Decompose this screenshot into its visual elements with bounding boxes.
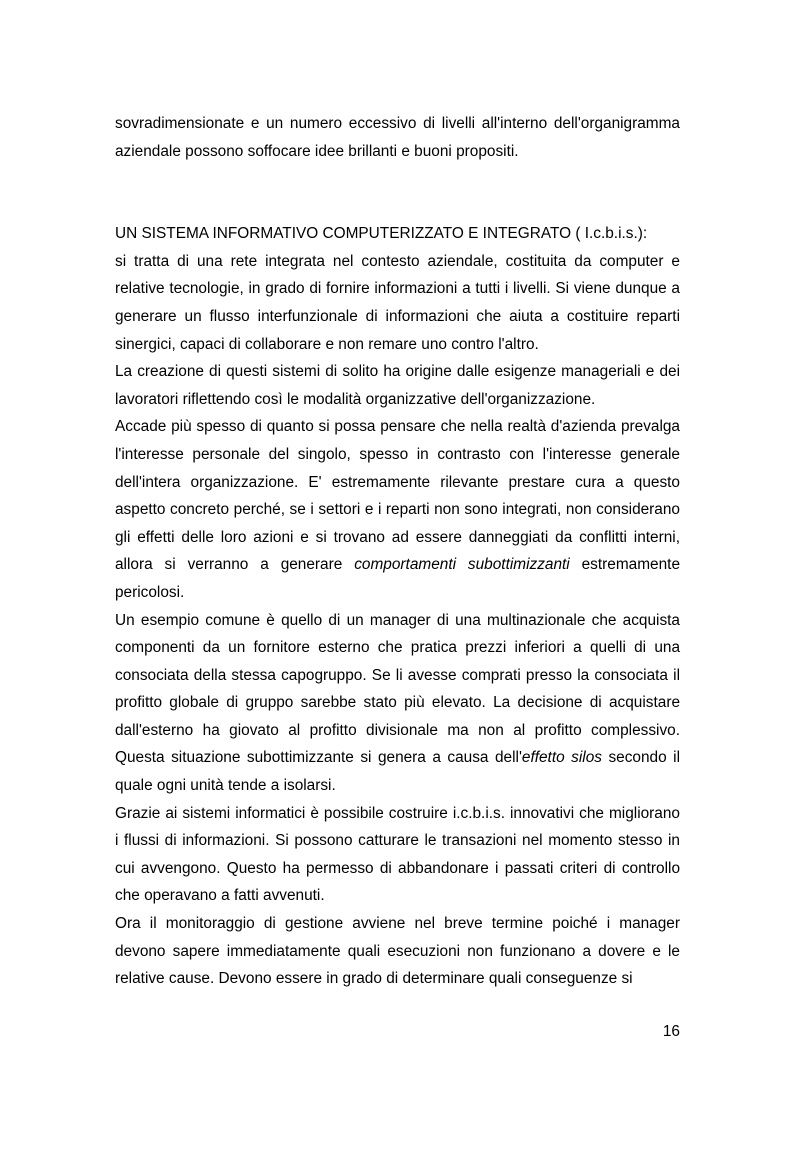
paragraph-text: Accade più spesso di quanto si possa pensare che nella realtà d'azienda prevalga l'interesse personale del singolo, spesso in contrasto con l'interesse generale dell'intera organizzazione. E' estremamente rilevante prestare cura a questo aspetto concreto perché, se i settori e i reparti non sono integrati, non considerano gli effetti delle loro azioni e si trovano ad essere danneggiati da conflitti interni, allora si verranno a generare	[115, 418, 680, 574]
paragraph-spacer	[115, 165, 680, 220]
page-number: 16	[662, 1023, 680, 1040]
paragraph-text: estremamente pericolosi.	[115, 556, 680, 601]
paragraph-intro: sovradimensionate e un numero eccessivo di livelli all'interno dell'organigramma aziendale possono soffocare idee brillanti e buoni propositi.	[115, 115, 680, 160]
paragraph-text: secondo il quale ogni unità tende a isolarsi.	[115, 749, 680, 795]
paragraph-origin: La creazione di questi sistemi di solito ha origine dalle esigenze manageriali e dei lavoratori riflettendo così le modalità organizzative dell'organizzazione.	[115, 363, 680, 408]
paragraph-example	[115, 607, 680, 800]
paragraph-monitoring: Ora il monitoraggio di gestione avviene nel breve termine poiché i manager devono sapere immediatamente quali esecuzioni non funzionano a dovere e le relative cause. Devono essere in grado di determinare quali conseguenze si	[115, 915, 680, 988]
document-body	[115, 110, 680, 993]
italic-term: comportamenti subottimizzanti	[354, 556, 570, 574]
paragraph-definition: si tratta di una rete integrata nel contesto aziendale, costituita da computer e relative tecnologie, in grado di fornire informazioni a tutti i livelli. Si viene dunque a generare un flusso interfunzionale di informazioni che aiuta a costituire reparti sinergici, capaci di collaborare e non remare uno contro l'altro.	[115, 252, 680, 353]
paragraph-subottimizzanti	[115, 413, 680, 606]
section-heading: UN SISTEMA INFORMATIVO COMPUTERIZZATO E INTEGRATO ( I.c.b.i.s.):	[115, 225, 648, 243]
paragraph-text: Un esempio comune è quello di un manager di una multinazionale che acquista componenti da un fornitore esterno che pratica prezzi inferiori a quelli di una consociata della stessa capogruppo. Se li avesse comprati presso la consociata il profitto globale di gruppo sarebbe stato più elevato. La decisione di acquistare dall'esterno ha giovato al profitto divisionale ma non al profitto complessivo. Questa situazione subottimizzante si genera a causa dell'	[115, 611, 680, 767]
paragraph-icbis: Grazie ai sistemi informatici è possibile costruire i.c.b.i.s. innovativi che migliorano i flussi di informazioni. Si possono catturare le transazioni nel momento stesso in cui avvengono. Questo ha permesso di abbandonare i passati criteri di controllo che operavano a fatti avvenuti.	[115, 804, 680, 905]
italic-term: effetto silos	[521, 749, 602, 767]
